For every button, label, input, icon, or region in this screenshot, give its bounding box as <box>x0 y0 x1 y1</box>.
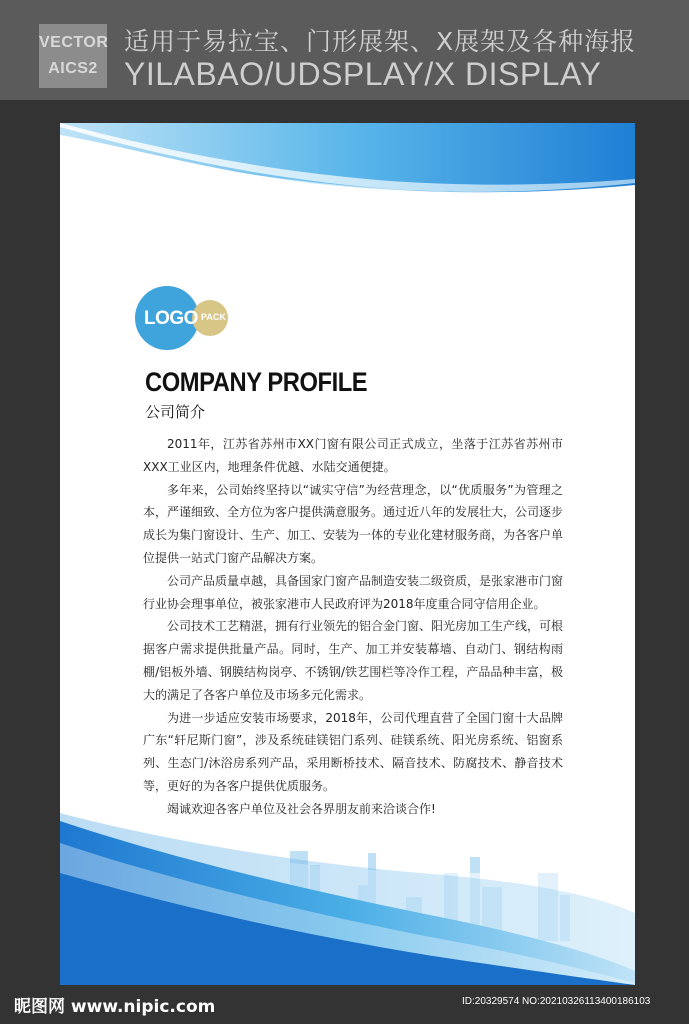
format-badge <box>39 24 107 88</box>
profile-body <box>143 433 563 821</box>
paragraph: 多年来，公司始终坚持以“诚实守信”为经营理念，以“优质服务”为管理之本，严谨细致、全方位为客户提供满意服务。通过近八年的发展壮大，公司逐步成长为集门窗设计、生产、加工、安装为一体的专业化建材服务商，为各客户单位提供一站式门窗产品解决方案。 <box>143 482 564 565</box>
bottom-city-wave-graphic <box>60 813 635 985</box>
banner-title-en: YILABAO/UDSPLAY/X DISPLAY <box>124 56 602 92</box>
watermark-site: 昵图网 www.nipic.com <box>14 997 216 1017</box>
heading-cn: 公司简介 <box>145 403 206 421</box>
poster <box>60 123 635 985</box>
top-banner <box>0 0 689 100</box>
heading-en: COMPANY PROFILE <box>145 367 368 397</box>
watermark-id: ID:20329574 NO:20210326113400186103 <box>462 996 651 1007</box>
top-wave-graphic <box>60 123 635 213</box>
banner-title-cn: 适用于易拉宝、门形展架、X展架及各种海报 <box>124 27 637 56</box>
paragraph: 公司技术工艺精湛，拥有行业领先的铝合金门窗、阳光房加工生产线，可根据客户需求提供批量产品。同时，生产、加工并安装幕墙、自动门、钢结构雨棚/铝板外墙、钢膜结构岗亭、不锈钢/铁艺围栏等冷作工程，产品品种丰富，极大的满足了各客户单位及市场多元化需求。 <box>143 619 564 702</box>
paragraph: 2011年，江苏省苏州市XX门窗有限公司正式成立，坐落于江苏省苏州市XXX工业区内，地理条件优越、水陆交通便捷。 <box>143 437 563 474</box>
paragraph: 竭诚欢迎各客户单位及社会各界朋友前来洽谈合作! <box>167 801 436 816</box>
logo-subtext: PACK <box>201 312 226 322</box>
paragraph: 为进一步适应安装市场要求，2018年，公司代理直营了全国门窗十大品牌广东“轩尼斯门窗”，涉及系统硅镁铝门系列、硅镁系统、阳光房系统、铝窗系列、生态门/沐浴房系列产品，采用断桥技术、隔音技术、防腐技术、静音技术等，更好的为各客户提供优质服务。 <box>143 710 563 793</box>
badge-line-1: VECTOR <box>39 34 109 51</box>
paragraph: 公司产品质量卓越，具备国家门窗产品制造安装二级资质，是张家港市门窗行业协会理事单位，被张家港市人民政府评为2018年度重合同守信用企业。 <box>143 573 564 611</box>
logo-text: LOGO <box>144 308 198 329</box>
badge-line-2: AICS2 <box>48 60 98 77</box>
